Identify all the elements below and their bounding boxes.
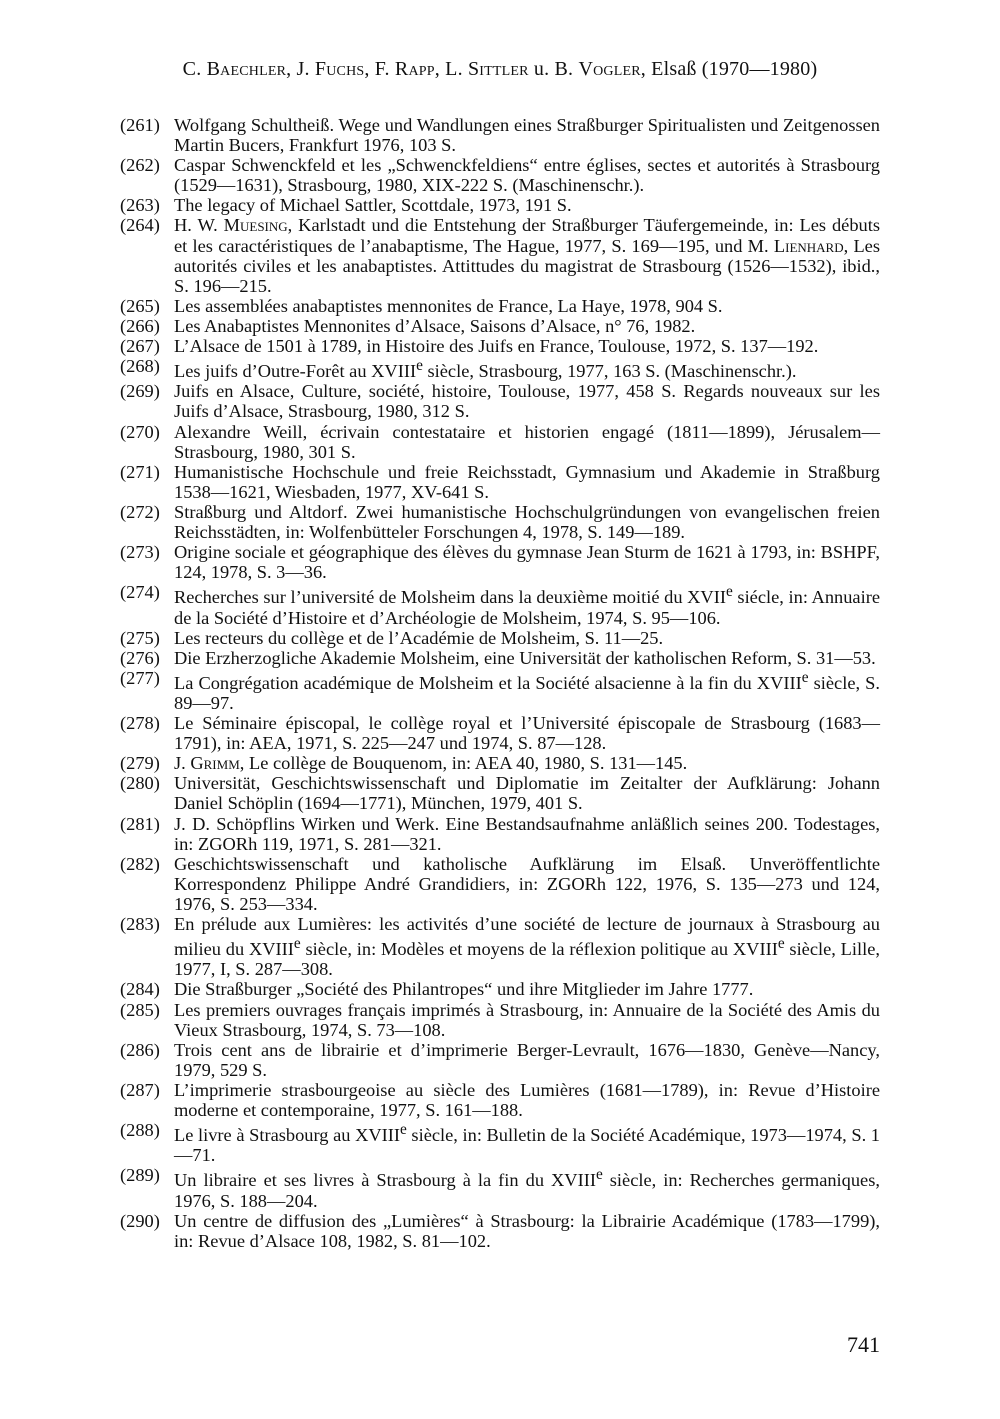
entry-text: Alexandre Weill, écrivain contestataire et historien engagé (1811—1899), Jérusalem—Strasbourg, 1980, 301 S. bbox=[174, 421, 880, 462]
bibliography-entry bbox=[120, 316, 880, 336]
entry-number: (280) bbox=[120, 773, 160, 794]
entry-number: (276) bbox=[120, 647, 160, 668]
entry-text: L’imprimerie strasbourgeoise au siècle des Lumières (1681—1789), in: Revue d’Histoire moderne et contemporaine, 1977, S. 161—188. bbox=[174, 1079, 880, 1120]
bibliography-entry bbox=[120, 914, 880, 979]
entry-text: Geschichtswissenschaft und katholische Aufklärung im Elsaß. Unveröffentlichte Korrespondenz Philippe André Grandidiers, in: ZGORh 122, 1976, S. 135—273 und 124, 1976, S. 253—334. bbox=[174, 853, 880, 914]
entry-text: Le livre à Strasbourg au XVIIIe siècle, in: Bulletin de la Société Académique, 1973—1974, S. 1—71. bbox=[174, 1121, 880, 1166]
entry-number: (271) bbox=[120, 461, 160, 482]
entry-number: (277) bbox=[120, 667, 160, 688]
bibliography-entry bbox=[120, 582, 880, 627]
entry-text: Un centre de diffusion des „Lumières“ à Strasbourg: la Librairie Académique (1783—1799), in: Revue d’Alsace 108, 1982, S. 81—102. bbox=[174, 1210, 880, 1251]
entry-number: (286) bbox=[120, 1039, 160, 1060]
bibliography-entry bbox=[120, 668, 880, 713]
bibliography-entry bbox=[120, 542, 880, 582]
entry-number: (282) bbox=[120, 853, 160, 874]
bibliography-entry bbox=[120, 1120, 880, 1165]
bibliography-entry bbox=[120, 1211, 880, 1251]
bibliography-entry bbox=[120, 115, 880, 155]
bibliography-entry bbox=[120, 1000, 880, 1040]
entry-text: J. Grimm, Le collège de Bouquenom, in: AEA 40, 1980, S. 131—145. bbox=[174, 753, 688, 774]
entry-text: Un libraire et ses livres à Strasbourg à la fin du XVIIIe siècle, in: Recherches germaniques, 1976, S. 188—204. bbox=[174, 1166, 880, 1211]
bibliography-entry bbox=[120, 628, 880, 648]
bibliography-entry bbox=[120, 648, 880, 668]
entry-number: (265) bbox=[120, 295, 160, 316]
entry-number: (266) bbox=[120, 315, 160, 336]
bibliography-entry bbox=[120, 422, 880, 462]
entry-number: (284) bbox=[120, 979, 160, 1000]
bibliography-entry bbox=[120, 814, 880, 854]
entry-text: Straßburg und Altdorf. Zwei humanistische Hochschulgründungen von evangelischen freien Reichsstädten, in: Wolfenbütteler Forschungen 4, 1978, S. 149—189. bbox=[174, 501, 880, 542]
bibliography-entry bbox=[120, 195, 880, 215]
bibliography-entry bbox=[120, 1165, 880, 1210]
entry-number: (290) bbox=[120, 1210, 160, 1231]
entry-number: (269) bbox=[120, 381, 160, 402]
bibliography-entry bbox=[120, 713, 880, 753]
entry-number: (273) bbox=[120, 542, 160, 563]
entry-text: L’Alsace de 1501 à 1789, in Histoire des Juifs en France, Toulouse, 1972, S. 137—192. bbox=[174, 336, 819, 357]
bibliography-entry bbox=[120, 336, 880, 356]
entry-number: (261) bbox=[120, 115, 160, 135]
bibliography-entry bbox=[120, 356, 880, 381]
bibliography-entry bbox=[120, 1080, 880, 1120]
entry-text: Les juifs d’Outre-Forêt au XVIIIe siècle, Strasbourg, 1977, 163 S. (Maschinenschr.). bbox=[174, 357, 797, 382]
entry-number: (270) bbox=[120, 421, 160, 442]
entry-number: (272) bbox=[120, 501, 160, 522]
entry-text: En prélude aux Lumières: les activités d’une société de lecture de journaux à Strasbourg au milieu du XVIIIe siècle, in: Modèles et moyens de la réflexion politique au XVIIIe siècle, Lille, 1977, I, S. 287—308. bbox=[174, 914, 880, 980]
entry-number: (287) bbox=[120, 1079, 160, 1100]
entry-text: The legacy of Michael Sattler, Scottdale, 1973, 191 S. bbox=[174, 195, 572, 216]
entry-number: (274) bbox=[120, 582, 160, 603]
entry-number: (262) bbox=[120, 155, 160, 176]
bibliography-entry bbox=[120, 753, 880, 773]
entry-number: (279) bbox=[120, 753, 160, 774]
bibliography-entry bbox=[120, 215, 880, 295]
entry-number: (275) bbox=[120, 627, 160, 648]
bibliography-entry bbox=[120, 979, 880, 999]
entry-number: (283) bbox=[120, 914, 160, 935]
entry-number: (263) bbox=[120, 195, 160, 216]
entry-number: (289) bbox=[120, 1165, 160, 1186]
entry-text: Caspar Schwenckfeld et les „Schwenckfeldiens“ entre églises, sectes et autorités à Strasbourg (1529—1631), Strasbourg, 1980, XIX-222 S. (Maschinenschr.). bbox=[174, 155, 880, 196]
entry-text: J. D. Schöpflins Wirken und Werk. Eine Bestandsaufnahme anläßlich seines 200. Todestages, in: ZGORh 119, 1971, S. 281—321. bbox=[174, 813, 880, 854]
entry-number: (264) bbox=[120, 215, 160, 236]
entry-text: Les premiers ouvrages français imprimés à Strasbourg, in: Annuaire de la Société des Amis du Vieux Strasbourg, 1974, S. 73—108. bbox=[174, 999, 880, 1040]
entry-text: Wolfgang Schultheiß. Wege und Wandlungen eines Straßburger Spiritualisten und Zeitgenossen Martin Bucers, Frankfurt 1976, 103 S. bbox=[174, 115, 880, 156]
entry-number: (278) bbox=[120, 713, 160, 734]
bibliography-entry bbox=[120, 462, 880, 502]
bibliography-entry bbox=[120, 381, 880, 421]
entry-text: Les assemblées anabaptistes mennonites de France, La Haye, 1978, 904 S. bbox=[174, 295, 723, 316]
entry-text: Les Anabaptistes Mennonites d’Alsace, Saisons d’Alsace, n° 76, 1982. bbox=[174, 315, 696, 336]
running-header: C. Baechler, J. Fuchs, F. Rapp, L. Sittler u. B. Vogler, Elsaß (1970—1980) bbox=[182, 58, 818, 80]
entry-number: (288) bbox=[120, 1120, 160, 1141]
entry-text: Trois cent ans de librairie et d’imprimerie Berger-Levrault, 1676—1830, Genève—Nancy, 1979, 529 S. bbox=[174, 1039, 880, 1080]
bibliography-entry bbox=[120, 773, 880, 813]
entry-text: Juifs en Alsace, Culture, société, histoire, Toulouse, 1977, 458 S. Regards nouveaux sur les Juifs d’Alsace, Strasbourg, 1980, 312 S. bbox=[174, 381, 880, 422]
entry-text: Die Straßburger „Société des Philantropes“ und ihre Mitglieder im Jahre 1777. bbox=[174, 979, 754, 1000]
bibliography-entry bbox=[120, 854, 880, 914]
entry-text: La Congrégation académique de Molsheim et la Société alsacienne à la fin du XVIIIe siècle, S. 89—97. bbox=[174, 668, 880, 713]
entry-text: Le Séminaire épiscopal, le collège royal et l’Université épiscopale de Strasbourg (1683—1791), in: AEA, 1971, S. 225—247 und 1974, S. 87—128. bbox=[174, 713, 880, 754]
entry-text: H. W. Muesing, Karlstadt und die Entstehung der Straßburger Täufergemeinde, in: Les débuts et les caractéristiques de l’anabaptisme, The Hague, 1977, S. 169—195, und M. Lienhard, Les autorités civiles et les anabaptistes. Attittudes du magistrat de Strasbourg (1526—1532), ibid., S. 196—215. bbox=[174, 215, 881, 296]
bibliography-entry bbox=[120, 296, 880, 316]
entry-number: (281) bbox=[120, 813, 160, 834]
bibliography-entry bbox=[120, 1040, 880, 1080]
entry-number: (268) bbox=[120, 356, 160, 377]
entry-text: Les recteurs du collège et de l’Académie de Molsheim, S. 11—25. bbox=[174, 627, 664, 648]
entry-number: (285) bbox=[120, 999, 160, 1020]
entry-text: Origine sociale et géographique des élèves du gymnase Jean Sturm de 1621 à 1793, in: BSHPF, 124, 1978, S. 3—36. bbox=[174, 542, 880, 583]
entry-text: Die Erzherzogliche Akademie Molsheim, eine Universität der katholischen Reform, S. 31—53. bbox=[174, 647, 876, 668]
bibliography-entry bbox=[120, 155, 880, 195]
bibliography-list bbox=[120, 115, 880, 1251]
page-number: 741 bbox=[847, 1332, 880, 1357]
entry-text: Recherches sur l’université de Molsheim dans la deuxième moitié du XVIIe siécle, in: Annuaire de la Société d’Histoire et d’Archéologie de Molsheim, 1974, S. 95—106. bbox=[174, 583, 880, 628]
bibliography-entry bbox=[120, 502, 880, 542]
entry-text: Universität, Geschichtswissenschaft und Diplomatie im Zeitalter der Aufklärung: Johann Daniel Schöplin (1694—1771), München, 1979, 401 S. bbox=[174, 773, 880, 814]
entry-text: Humanistische Hochschule und freie Reichsstadt, Gymnasium und Akademie in Straßburg 1538—1621, Wiesbaden, 1977, XV-641 S. bbox=[174, 461, 880, 502]
entry-number: (267) bbox=[120, 336, 160, 357]
